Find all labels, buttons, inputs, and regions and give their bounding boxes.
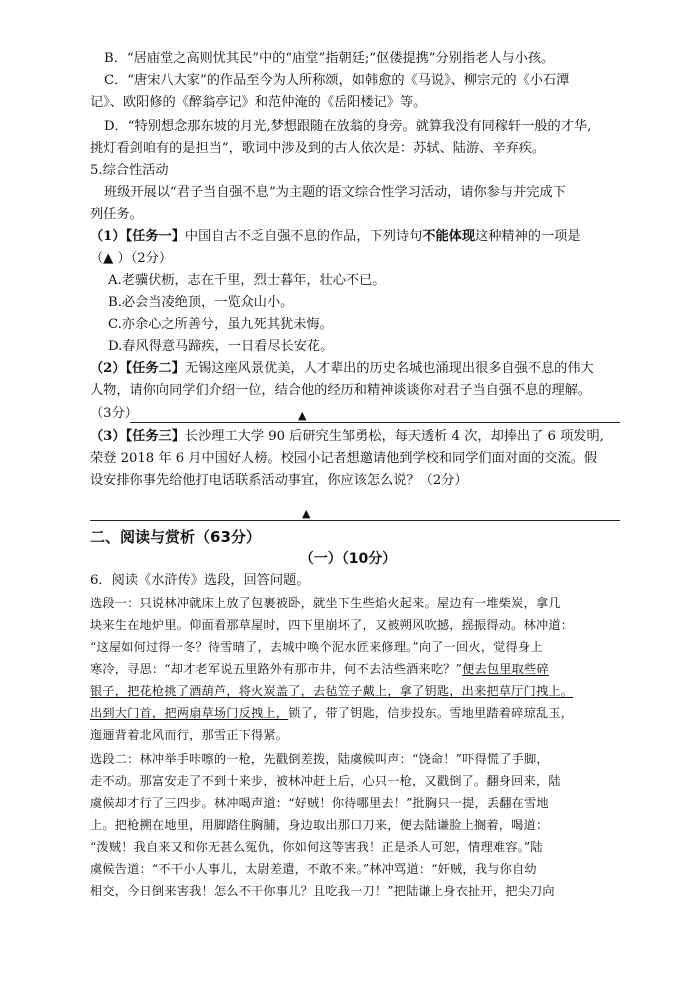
q5-title: 5.综合性活动 — [90, 163, 169, 178]
option-c-line2: 记》、欧阳修的《醉翁亭记》和范仲淹的《岳阳楼记》等。 — [90, 95, 427, 110]
task2-line2: 人物，请你向同学们介绍一位，结合他的经历和精神谈谈你对君子当自强不息的理解。 — [90, 383, 592, 398]
task1-text-a: 中国自古不乏自强不息的作品，下列诗句 — [184, 229, 423, 244]
task1-line — [90, 228, 620, 246]
task2-line1 — [90, 360, 620, 378]
excerpt2-line6: 虞候告道：“不干小人事儿，太尉差遣，不敢不来。”林冲骂道：“奸贼，我与你自幼 — [90, 862, 537, 876]
underlined-passage-part1: 便去包里取些碎 — [462, 662, 549, 676]
q5-intro-line2: 列任务。 — [90, 207, 143, 222]
task2-score: （3分） — [90, 406, 138, 421]
excerpt1-line3: “这屋如何过得一冬？待雪晴了，去城中唤个泥水匠来修理。”向了一回火，觉得身上 — [90, 640, 543, 654]
underlined-passage-part3: 出到大门首，把两扇草场门反拽上， — [90, 706, 289, 720]
excerpt1-line2: 块来生在地炉里。仰面看那草屋时，四下里崩坏了，又被朔风吹撼，摇振得动。林冲道： — [90, 618, 574, 632]
excerpt1-line1: 选段一：只说林冲就床上放了包裹被卧，就坐下生些焰火起来。屋边有一堆柴炭，拿几 — [90, 596, 561, 610]
option-d-line1: D．“特别想念那东坡的月光,梦想跟随在放翁的身旁。就算我没有同稼轩一般的才华, — [104, 119, 592, 134]
choice-b: B.必会当凌绝顶，一览众山小。 — [108, 295, 294, 310]
q6-prompt: 6．阅读《水浒传》选段，回答问题。 — [90, 573, 310, 588]
q5-intro-line1: 班级开展以“君子当自强不息”为主题的语文综合性学习活动，请你参与并完成下 — [104, 185, 566, 200]
task1-emphasis: 不能体现 — [422, 229, 476, 244]
task3-label: （3）【任务三】 — [90, 429, 185, 444]
section-subtitle: （一）（10分） — [299, 551, 397, 567]
excerpt2-line1: 选段二：林冲举手咔嚓的一枪，先戳倒差拨，陆虞候叫声：“饶命！”吓得慌了手脚， — [90, 752, 549, 766]
option-b: B．“居庙堂之高则忧其民”中的“庙堂”指朝廷;“伛偻提携”分别指老人与小孩。 — [104, 51, 555, 66]
excerpt2-line4: 上。把枪搠在地里，用脚踏住胸脯，身边取出那口刀来，便去陆谦脸上搁着，喝道： — [90, 818, 549, 832]
answer-marker-task3: ▲ — [302, 507, 311, 520]
answer-line-task2 — [130, 422, 620, 423]
task3-line1 — [90, 428, 620, 446]
excerpt1-line6 — [90, 704, 620, 722]
section-title: 二、阅读与赏析（63分） — [90, 528, 261, 546]
option-d-line2: 挑灯看剑咱有的是担当”，歌词中涉及到的古人依次是：苏轼、陆游、辛弃疾。 — [90, 141, 546, 156]
underlined-passage-part2: 银子，把花枪挑了酒葫芦，将火炭盖了，去毡笠子戴上，拿了钥匙，出来把草厅门拽上。 — [90, 684, 574, 698]
task1-blank: （▲ ）（2分） — [90, 251, 173, 266]
task1-label: （1）【任务一】 — [90, 229, 185, 244]
task3-text1: 长沙理工大学 90 后研究生邹勇松，每天透析 4 次，却捧出了 6 项发明, — [184, 429, 604, 444]
task3-line3: 设安排你事先给他打电话联系活动事宜，你应该怎么说？（2分） — [90, 473, 468, 488]
option-c-line1: C．“唐宋八大家”的作品至今为人所称颂，如韩愈的《马说》、柳宗元的《小石潭 — [104, 73, 570, 88]
excerpt1-line6-rest: 锁了，带了钥匙，信步投东。雪地里踏着碎琼乱玉， — [288, 706, 574, 720]
task2-label: （2）【任务二】 — [90, 361, 185, 376]
task2-text1: 无锡这座风景优美，人才辈出的历史名城也涌现出很多自强不息的伟大 — [184, 361, 594, 376]
choice-d: D.春风得意马蹄疾，一日看尽长安花。 — [108, 339, 334, 354]
excerpt1-line4-text: 寒冷，寻思：“却才老军说五里路外有那市井，何不去沽些酒来吃？” — [90, 662, 463, 676]
choice-a: A.老骥伏枥，志在千里，烈士暮年，壮心不已。 — [108, 273, 386, 288]
answer-line-task3 — [90, 520, 620, 521]
excerpt1-line4 — [90, 660, 620, 678]
answer-marker-task2: ▲ — [298, 409, 307, 422]
task3-line2: 荣登 2018 年 6 月中国好人榜。校园小记者想邀请他到学校和同学们面对面的交流。假 — [90, 451, 598, 466]
excerpt2-line7: 相交，今日倒来害我！怎么不干你事儿？且吃我一刀！”把陆谦上身衣扯开，把尖刀向 — [90, 884, 555, 898]
task1-text-b: 这种精神的一项是 — [475, 229, 581, 244]
excerpt2-line2: 走不动。那富安走了不到十来步，被林冲赶上后，心只一枪，又戳倒了。翻身回来，陆 — [90, 774, 561, 788]
choice-c: C.亦余心之所善兮，虽九死其犹未悔。 — [108, 317, 333, 332]
excerpt2-line5: “泼贼！我自来又和你无甚么冤仇，你如何这等害我！正是杀人可恕，情理难容。”陆 — [90, 840, 543, 854]
excerpt1-line7: 迤逦背着北风而行，那雪正下得紧。 — [90, 728, 289, 742]
excerpt2-line3: 虞候却才行了三四步。林冲喝声道：“好贼！你待哪里去！”批胸只一提，丢翻在雪地 — [90, 796, 549, 810]
